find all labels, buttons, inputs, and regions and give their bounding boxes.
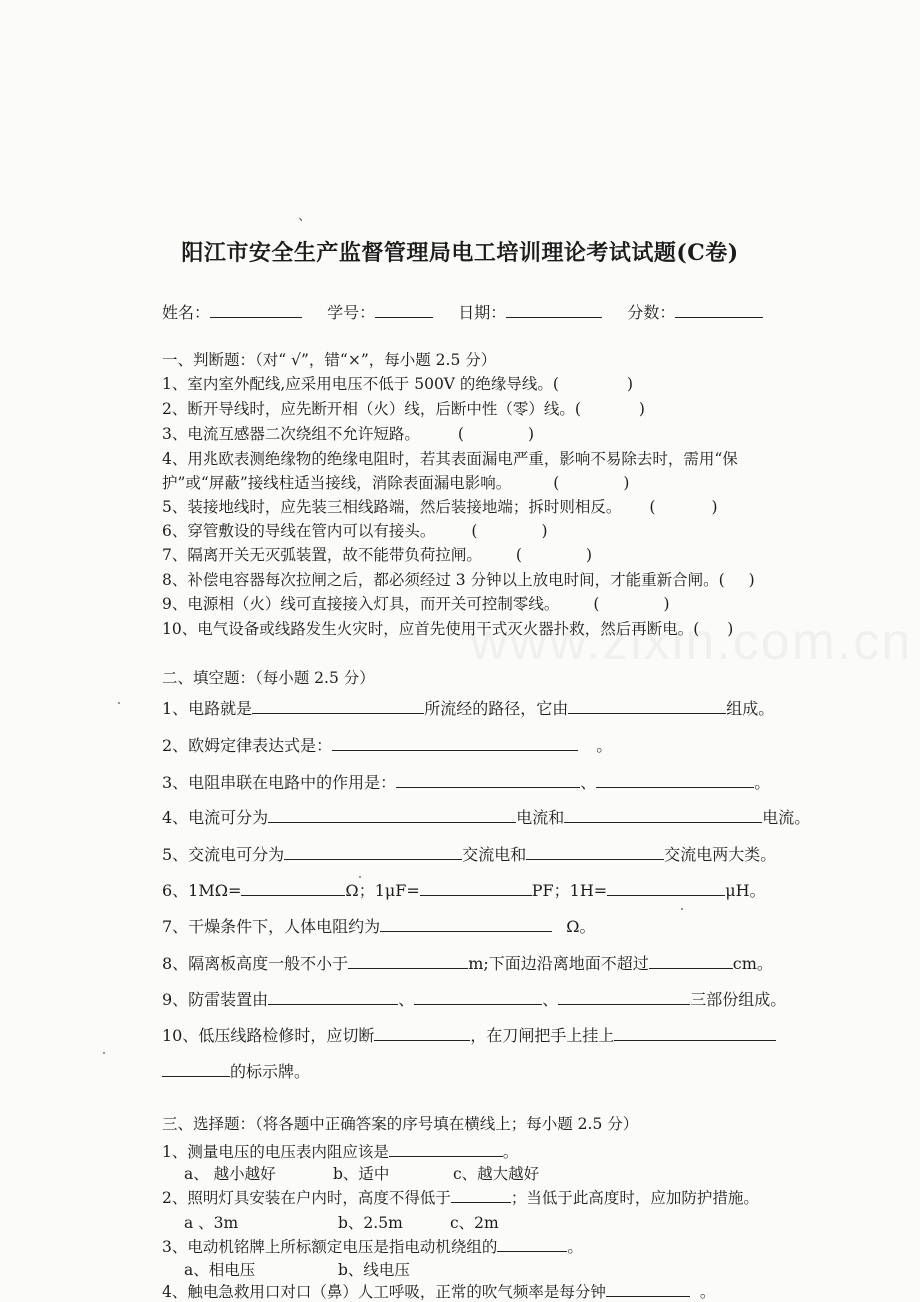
answer-blank [497,1235,567,1252]
judgement-item [162,374,633,394]
score-label: 分数： [627,303,676,322]
fill-question [162,915,595,938]
close-paren: ) [727,620,734,638]
judgement-item [162,473,629,493]
answer-blank [380,915,552,932]
close-paren: ) [623,474,630,492]
question-text: 。 [699,1283,716,1301]
close-paren: ) [527,425,534,443]
judgement-text: 6、穿管敷设的导线在管内可以有接头。 [162,522,436,540]
question-text: 1、电路就是 [162,699,253,718]
scan-speck [359,876,361,878]
judgement-item: 4、用兆欧表测绝缘物的绝缘电阻时，若其表面漏电严重，影响不易除去时，需用“保 [162,450,738,468]
question-text: 9、防雷装置由 [162,990,269,1009]
question-text: 、 [580,773,597,792]
open-paren: ( [457,425,464,443]
choice-option: a、相电压 [184,1261,256,1279]
question-text: Ω；1μF= [345,881,420,900]
judgement-text: 1、室内室外配线,应采用电压不低于 500V 的绝缘导线。( [162,375,559,393]
choice-option: b、线电压 [338,1261,410,1279]
answer-blank [348,952,468,969]
choice-option: b、2.5m [338,1214,403,1232]
judgement-item [162,570,755,590]
judgement-text: 10、电气设备或线路发生火灾时，应首先使用干式灭火器扑救，然后再断电。( [162,620,700,638]
name-blank [210,301,302,318]
question-text: ，在刀闸把手上挂上 [470,1026,615,1045]
question-text: 的标示牌。 [230,1062,311,1081]
close-paren: ) [585,546,592,564]
question-text: 1、测量电压的电压表内阻应该是 [162,1143,389,1161]
stray-mark: 、 [298,208,312,224]
question-text: m;下面边沿离地面不超过 [468,954,649,973]
close-paren: ) [663,595,670,613]
answer-blank [606,1280,690,1297]
question-text: 6、1MΩ= [162,881,242,900]
answer-blank [252,697,424,714]
choice-question [162,1186,759,1208]
question-text: Ω。 [566,917,596,936]
answer-blank [162,1060,230,1077]
question-text: 电流。 [762,808,811,827]
section1-heading: 一、判断题：（对“ √”，错“×”，每小题 2.5 分） [162,351,497,369]
judgement-item [162,619,733,639]
answer-blank [396,771,580,788]
choice-question [162,1235,583,1257]
question-text: 5、交流电可分为 [162,845,285,864]
answer-blank [414,988,542,1005]
choice-option: b、适中 [333,1165,390,1183]
choice-question [162,1280,715,1302]
question-text: ；当低于此高度时，应加防护措施。 [510,1189,759,1207]
fill-question [162,843,776,866]
question-text: 2、欧姆定律表达式是： [162,736,333,755]
question-text: 。 [596,736,613,755]
question-text: 10、低压线路检修时，应切断 [162,1026,375,1045]
choice-option: c、越大越好 [453,1165,540,1183]
answer-blank [389,1140,503,1157]
score-blank [675,301,763,318]
open-paren: ( [515,546,522,564]
open-paren: ( [553,474,560,492]
question-text: 4、触电急救用口对口（鼻）人工呼吸，正常的吹气频率是每分钟 [162,1283,606,1301]
close-paren: ) [541,522,548,540]
exam-title: 阳江市安全生产监督管理局电工培训理论考试试题(C卷) [181,240,739,266]
fill-question [162,952,773,975]
question-text: 所流经的路径，它由 [424,699,569,718]
question-text: 4、电流可分为 [162,808,269,827]
question-text: 。 [502,1143,519,1161]
answer-blank [451,1186,511,1203]
close-paren: ) [626,375,634,393]
fill-question [162,697,774,720]
question-text: cm。 [732,954,773,973]
question-text: 交流电和 [462,845,527,864]
judgement-text: 8、补偿电容器每次拉闸之后，都必须经过 3 分钟以上放电时间，才能重新合闸。( [162,571,725,589]
open-paren: ( [649,498,656,516]
student-id-label: 学号： [327,303,376,322]
question-text: PF；1H= [531,881,608,900]
student-id-blank [375,301,433,318]
choice-option: a、 越小越好 [184,1165,276,1183]
section2-heading: 二、填空题：（每小题 2.5 分） [162,669,375,687]
open-paren: ( [471,522,478,540]
name-label: 姓名： [162,303,211,322]
fill-question [162,734,612,757]
close-paren: ) [748,571,755,589]
question-text: μH。 [725,881,766,900]
judgement-text: 9、电源相（火）线可直接接入灯具，而开关可控制零线。 [162,595,560,613]
answer-blank [614,1024,776,1041]
fill-question [162,988,786,1011]
open-paren: ( [593,595,600,613]
date-label: 日期： [458,303,507,322]
question-text: 组成。 [726,699,775,718]
fill-question [162,879,766,902]
judgement-text: 3、电流互感器二次绕组不允许短路。 [162,425,420,443]
judgement-item [162,545,592,565]
answer-blank [649,952,733,969]
answer-blank [596,771,754,788]
answer-blank [268,988,398,1005]
question-text: 。 [567,1238,583,1256]
answer-blank [332,734,578,751]
judgement-text: 2、断开导线时，应先断开相（火）线，后断中性（零）线。( [162,400,581,418]
close-paren: ) [638,400,645,418]
question-text: 、 [542,990,559,1009]
scan-speck [103,1052,105,1054]
answer-blank [568,697,726,714]
scan-speck [681,908,683,910]
question-text: 、 [398,990,415,1009]
answer-blank [241,879,345,896]
answer-blank [374,1024,470,1041]
judgement-item [162,497,718,517]
question-text: 三部份组成。 [690,990,787,1009]
judgement-text: 5、装接地线时，应先装三相线路端，然后装接地端；拆时则相反。 [162,498,622,516]
student-info-row [162,300,763,323]
question-text: 2、照明灯具安装在户内时，高度不得低于 [162,1189,451,1207]
answer-blank [607,879,725,896]
judgement-item [162,594,670,614]
question-text: 3、电动机铭牌上所标额定电压是指电动机绕组的 [162,1238,498,1256]
question-text: 交流电两大类。 [664,845,777,864]
fill-question [162,771,770,794]
answer-blank [558,988,690,1005]
choice-option: c、2m [450,1214,499,1232]
answer-blank [268,806,516,823]
judgement-text: 护”或“屏蔽”接线柱适当接线，消除表面漏电影响。 [162,474,512,492]
date-blank [506,301,602,318]
judgement-item [162,424,534,444]
choice-option: a 、3m [184,1214,239,1232]
judgement-text: 7、隔离开关无灭弧装置，故不能带负荷拉闸。 [162,546,482,564]
question-text: 7、干燥条件下，人体电阻约为 [162,917,381,936]
section3-heading: 三、选择题：（将各题中正确答案的序号填在横线上；每小题 2.5 分） [162,1115,639,1133]
question-text: 电流和 [516,808,565,827]
judgement-item [162,399,645,419]
question-text: 3、电阻串联在电路中的作用是： [162,773,397,792]
question-text: 8、隔离板高度一般不小于 [162,954,349,973]
judgement-item [162,521,548,541]
answer-blank [564,806,762,823]
answer-blank [420,879,532,896]
fill-question [162,806,810,829]
choice-question [162,1140,518,1162]
question-text: 。 [754,773,771,792]
fill-question-continued [162,1060,310,1083]
scan-speck [118,702,120,704]
answer-blank [526,843,664,860]
answer-blank [284,843,462,860]
fill-question [162,1024,776,1047]
close-paren: ) [711,498,718,516]
